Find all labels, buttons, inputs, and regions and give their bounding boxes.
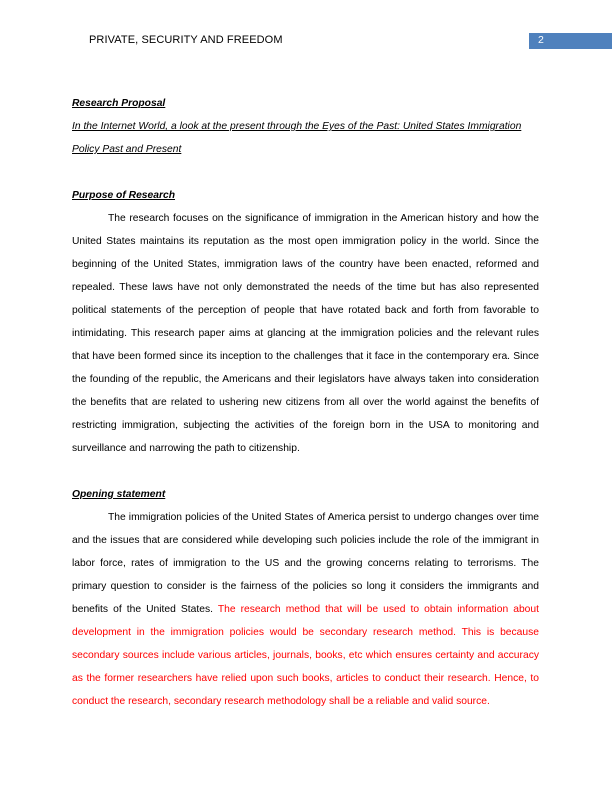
opening-text: The immigration policies of the United States of America persist to undergo changes over time and the issues that are considered while developing such policies include the role of the immigrant in labor force, rates of immigration to the US and the growing concerns relating to terrorisms. The primary question to consider is the fairness of the policies so long it considers the immigrants and benefits of the United States.	[72, 512, 539, 615]
proposal-heading: Research Proposal	[72, 98, 166, 109]
opening-heading: Opening statement	[72, 489, 166, 500]
purpose-paragraph: The research focuses on the significance of immigration in the American history and how the United States maintains its reputation as the most open immigration policy in the world. Since the beginning of the United States, immigration laws of the country have been enacted, reformed and repealed. These laws have not only demonstrated the needs of the time but has also represented political statements of the perception of people that have rotated back and forth from favorable to intimidating. This research paper aims at glancing at the immigration policies and the relevant rules that have been formed since its inception to the challenges that it face in the contemporary era. Since the founding of the republic, the Americans and their legislators have always taken into consideration the benefits that are related to ushering new citizens from all over the world against the benefits of restricting immigration, subjecting the activities of the foreign born in the USA to monitoring and surveillance and narrowing the path to citizenship.	[72, 213, 539, 454]
opening-paragraph	[72, 506, 539, 713]
proposal-subtitle: In the Internet World, a look at the present through the Eyes of the Past: United States Immigration Policy Past and Present	[72, 121, 522, 155]
document-body	[72, 92, 539, 713]
opening-highlighted-text: The research method that will be used to obtain information about development in the immigration policies would be secondary research method. This is because secondary sources include various articles, journals, books, etc which ensures certainty and accuracy as the former researchers have relied upon such books, articles to conduct their research. Hence, to conduct the research, secondary research methodology shall be a reliable and valid source.	[72, 604, 539, 707]
purpose-heading: Purpose of Research	[72, 190, 176, 201]
page-number: 2	[538, 34, 544, 46]
page-number-badge	[529, 33, 612, 49]
running-header: PRIVATE, SECURITY AND FREEDOM	[89, 34, 283, 46]
